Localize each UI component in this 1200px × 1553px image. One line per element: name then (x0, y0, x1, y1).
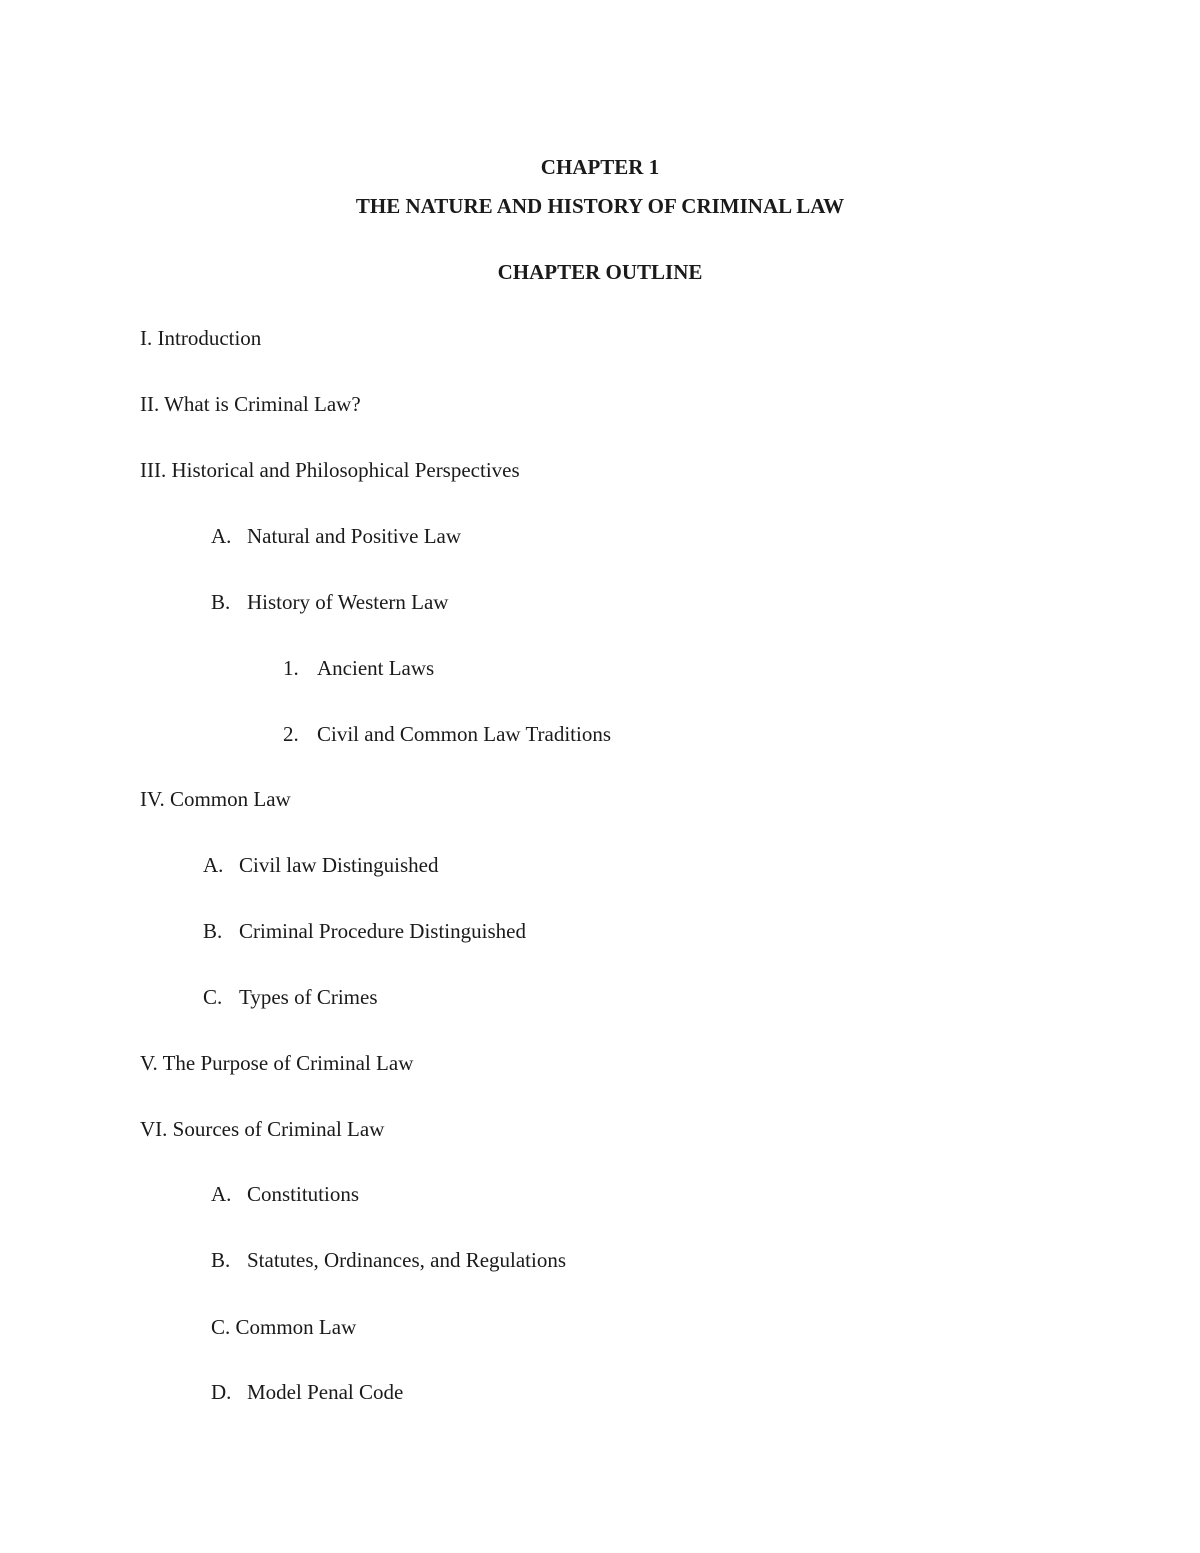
outline-item-sources: VI. Sources of Criminal Law (140, 1117, 385, 1141)
outline-marker: B. (211, 1248, 231, 1272)
outline-item-label: Ancient Laws (317, 656, 435, 680)
chapter-number: CHAPTER 1 (540, 155, 660, 179)
outline-item-label: Natural and Positive Law (247, 524, 462, 548)
outline-marker: A. (203, 853, 224, 877)
outline-item-natural-positive-law (211, 524, 461, 548)
outline-item-label: Criminal Procedure Distinguished (239, 919, 526, 943)
outline-item-ancient-laws (283, 656, 434, 680)
outline-item-label: Model Penal Code (247, 1380, 404, 1404)
outline-item-what-is-criminal-law: II. What is Criminal Law? (140, 392, 361, 416)
outline-heading: CHAPTER OUTLINE (497, 260, 703, 284)
outline-item-label: Civil law Distinguished (239, 853, 439, 877)
outline-item-history-western-law (211, 590, 448, 614)
outline-item-label: Constitutions (247, 1182, 360, 1206)
outline-item-criminal-procedure (203, 919, 526, 943)
outline-marker: A. (211, 1182, 232, 1206)
outline-item-types-of-crimes (203, 985, 378, 1009)
outline-item-common-law: IV. Common Law (140, 787, 291, 811)
outline-item-model-penal-code (211, 1380, 403, 1404)
chapter-title: THE NATURE AND HISTORY OF CRIMINAL LAW (355, 194, 845, 218)
outline-marker: A. (211, 524, 232, 548)
outline-item-statutes (211, 1248, 566, 1272)
outline-item-civil-law-distinguished (203, 853, 439, 877)
outline-item-common-law-source: C. Common Law (211, 1315, 357, 1339)
outline-item-historical-perspectives: III. Historical and Philosophical Perspectives (140, 458, 520, 482)
outline-item-purpose: V. The Purpose of Criminal Law (140, 1051, 414, 1075)
outline-marker: 2. (283, 722, 299, 746)
outline-marker: 1. (283, 656, 299, 680)
outline-item-introduction: I. Introduction (140, 326, 262, 350)
outline-item-constitutions (211, 1182, 359, 1206)
outline-marker: D. (211, 1380, 232, 1404)
outline-item-label: Types of Crimes (239, 985, 378, 1009)
outline-marker: C. (203, 985, 223, 1009)
outline-item-label: Statutes, Ordinances, and Regulations (247, 1248, 567, 1272)
outline-marker: B. (203, 919, 223, 943)
outline-item-label: Civil and Common Law Traditions (317, 722, 612, 746)
outline-item-civil-common-traditions (283, 722, 611, 746)
outline-item-label: History of Western Law (247, 590, 449, 614)
outline-marker: B. (211, 590, 231, 614)
